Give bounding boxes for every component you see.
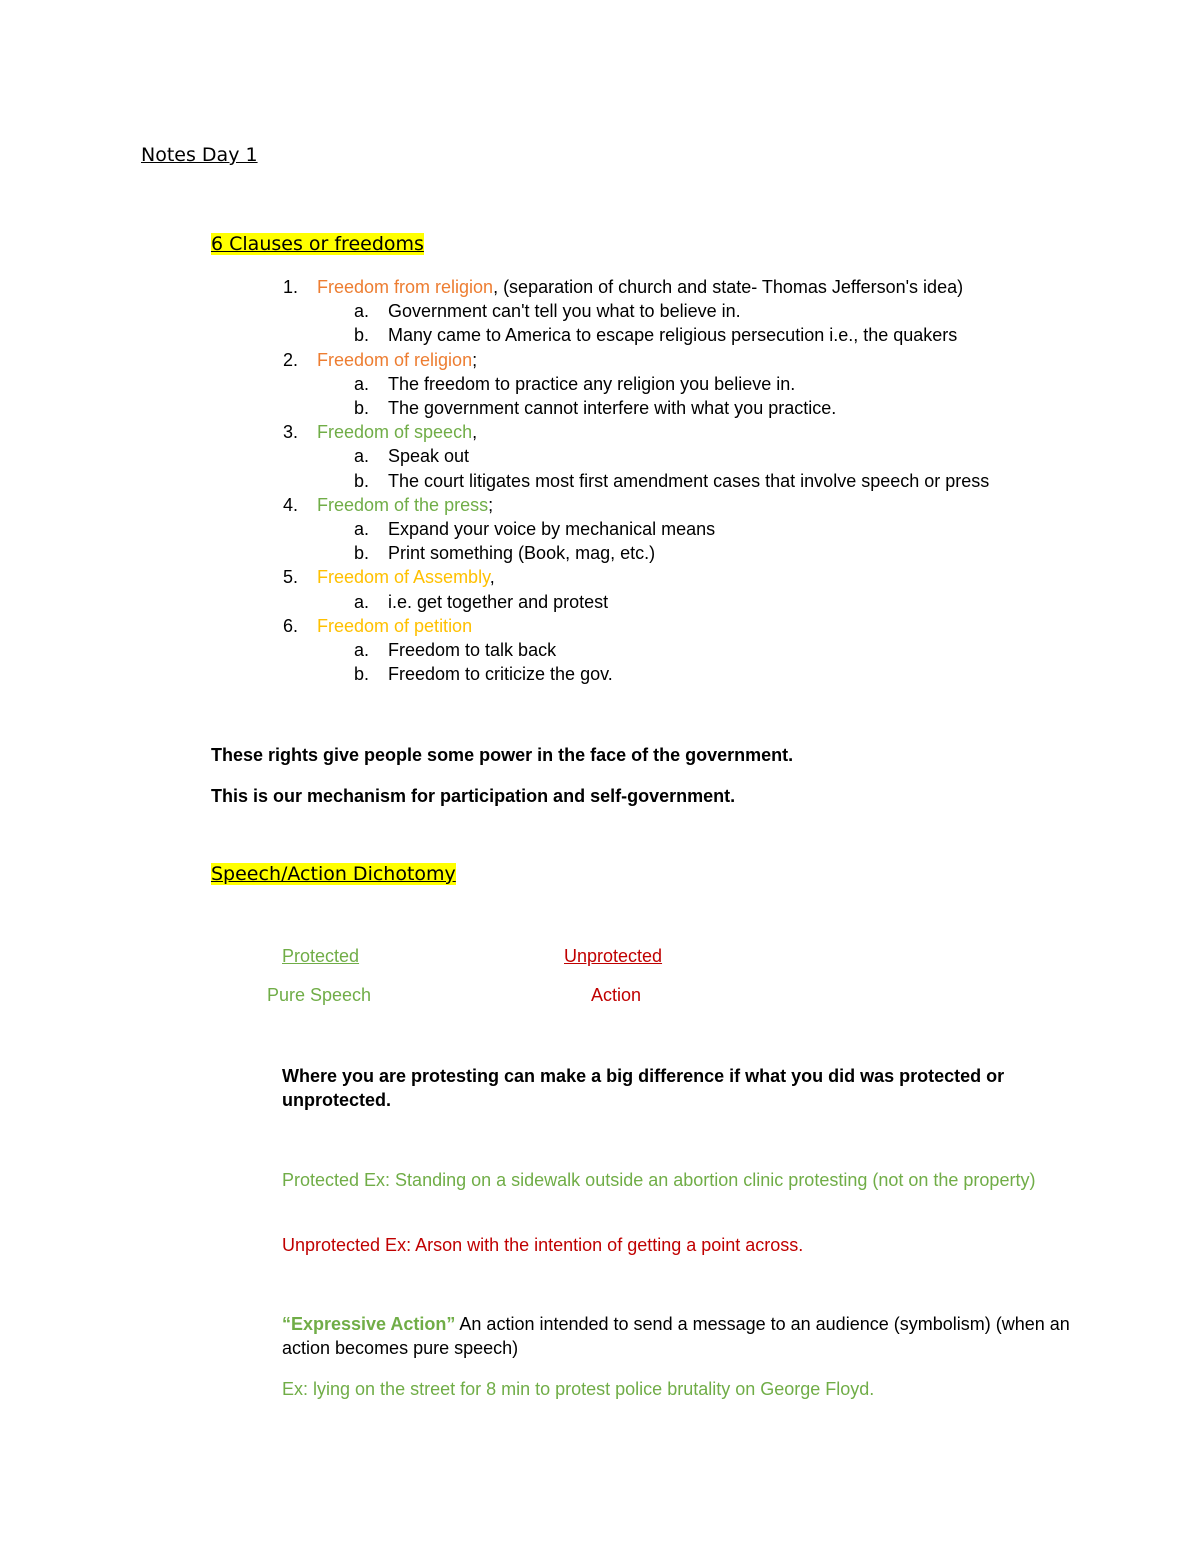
sub-list-item-text: Print something (Book, mag, etc.) [388, 543, 656, 564]
sub-list-item-letter: b. [354, 543, 370, 564]
expressive-action-definition [282, 1312, 1082, 1360]
section-heading-clauses [211, 233, 424, 255]
list-item-text [317, 275, 963, 299]
list-item-number: 1. [283, 277, 299, 297]
sub-list-item-text: Freedom to talk back [388, 640, 557, 660]
sub-list-item-letter: a. [354, 446, 370, 467]
expressive-term: “Expressive Action” [282, 1314, 456, 1334]
sub-list-item-text: Government can't tell you what to believe in. [388, 301, 741, 322]
freedom-name: Freedom of petition [317, 615, 473, 636]
sub-list-item-text: The court litigates most first amendment cases that involve speech or press [388, 470, 990, 491]
protected-example: Protected Ex: Standing on a sidewalk outside an abortion clinic protesting (not on the property) [282, 1170, 1036, 1190]
list-item-text [317, 493, 493, 517]
statement-power: These rights give people some power in the face of the government. [211, 745, 794, 765]
list-item-text [317, 420, 477, 444]
expressive-definition-text: An action intended to send a message to an audience (symbolism) (when an action becomes pure speech) [282, 1314, 1070, 1358]
page-title: Notes Day 1 [141, 144, 258, 166]
protected-column-label: Protected [282, 946, 360, 966]
freedom-description: ; [488, 494, 494, 515]
statement-mechanism: This is our mechanism for participation and self-government. [211, 786, 736, 806]
list-item-text [317, 348, 477, 372]
list-item-number: 6. [283, 615, 299, 636]
freedom-name: Freedom of speech [317, 422, 473, 443]
list-item-number: 2. [283, 349, 299, 370]
sub-list-item-letter: b. [354, 325, 370, 346]
list-item-text [317, 614, 472, 638]
freedom-name: Freedom of the press [317, 494, 489, 515]
sub-list-item-letter: a. [354, 519, 370, 539]
expressive-example: Ex: lying on the street for 8 min to protest police brutality on George Floyd. [282, 1379, 875, 1399]
unprotected-example: Unprotected Ex: Arson with the intention of getting a point across. [282, 1235, 804, 1255]
freedom-name: Freedom of Assembly [317, 567, 490, 588]
sub-list-item-letter: b. [354, 664, 370, 685]
sub-list-item-text: Many came to America to escape religious persecution i.e., the quakers [388, 325, 958, 346]
sub-list-item-text: Expand your voice by mechanical means [388, 519, 716, 539]
sub-list-item-letter: a. [354, 591, 370, 612]
sub-list-item-text: i.e. get together and protest [388, 591, 609, 612]
list-item-number: 3. [283, 422, 299, 443]
sub-list-item-letter: b. [354, 470, 370, 491]
heading-text: 6 Clauses or freedoms [211, 233, 424, 255]
sub-list-item-letter: a. [354, 301, 370, 322]
freedom-description: , [489, 567, 495, 588]
sub-list-item-text: The government cannot interfere with what you practice. [388, 398, 837, 418]
unprotected-item: Action [591, 985, 642, 1005]
freedom-description: , [472, 422, 478, 443]
list-item-text [317, 565, 495, 589]
freedom-name: Freedom of religion [317, 349, 473, 370]
sub-list-item-text: Freedom to criticize the gov. [388, 664, 613, 685]
list-item-number: 4. [283, 494, 299, 515]
section-heading-dichotomy [211, 863, 456, 885]
sub-list-item-text: The freedom to practice any religion you believe in. [388, 373, 796, 394]
list-item-number: 5. [283, 567, 299, 588]
sub-list-item-letter: b. [354, 398, 370, 418]
sub-list-item-letter: a. [354, 640, 370, 660]
freedom-description: , (separation of church and state- Thomas Jefferson's idea) [493, 277, 964, 297]
freedom-name: Freedom from religion [317, 277, 494, 297]
protected-item: Pure Speech [267, 985, 372, 1005]
location-note: Where you are protesting can make a big difference if what you did was protected or unprotected. [282, 1066, 1005, 1110]
sub-list-item-letter: a. [354, 373, 370, 394]
unprotected-column-label: Unprotected [564, 946, 663, 966]
heading-text: Speech/Action Dichotomy [211, 863, 456, 885]
sub-list-item-text: Speak out [388, 446, 470, 467]
freedom-description: ; [472, 349, 478, 370]
